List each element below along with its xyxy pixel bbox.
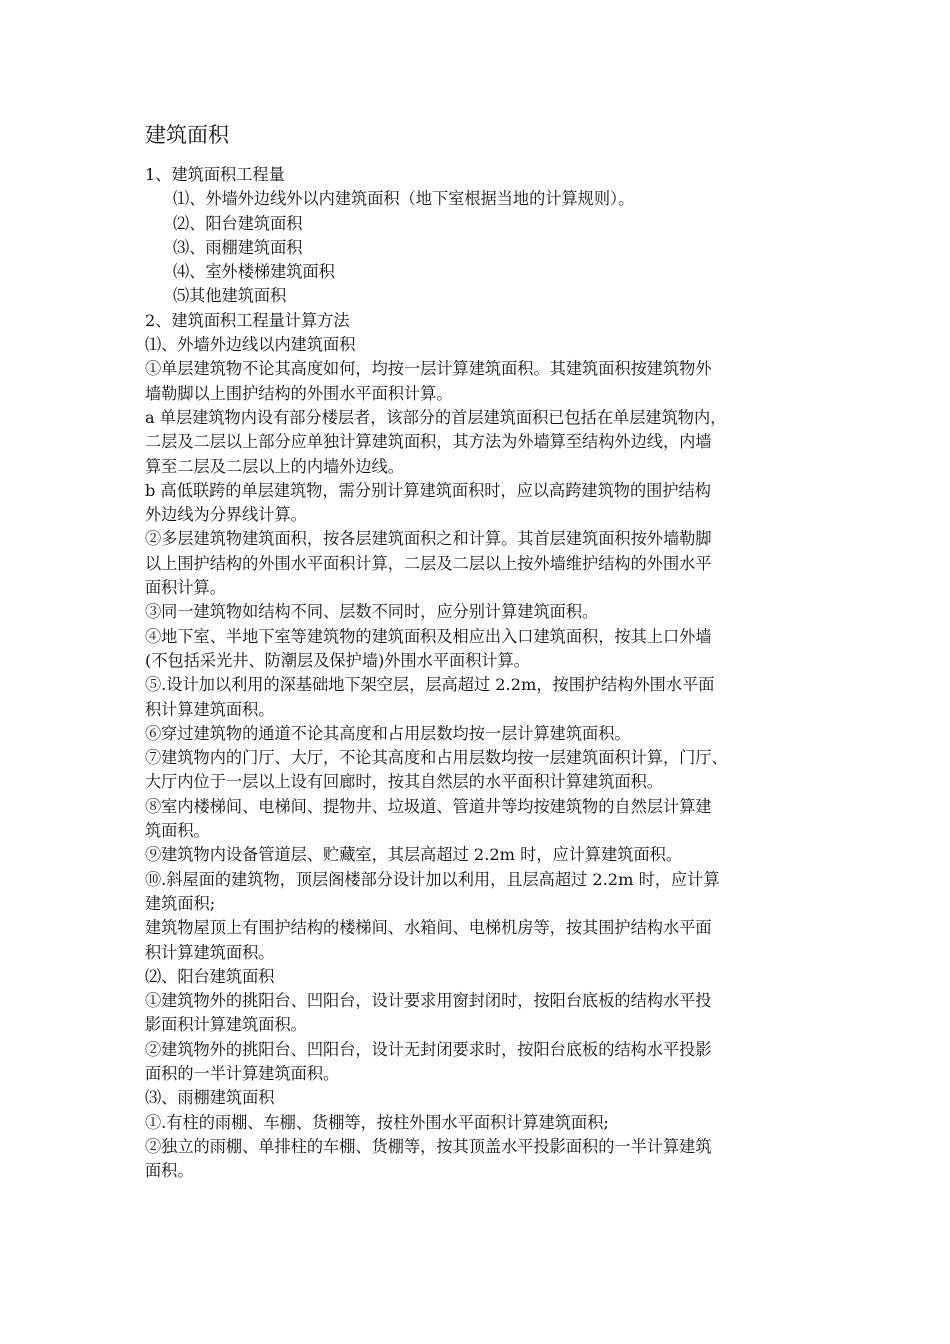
text-line: ①.有柱的雨棚、车棚、货棚等，按柱外围水平面积计算建筑面积;	[145, 1112, 609, 1132]
page-title: 建筑面积	[145, 123, 229, 147]
text-line: 算至二层及二层以上的内墙外边线。	[145, 456, 404, 476]
text-line: ⑥穿过建筑物的通道不论其高度和占用层数均按一层计算建筑面积。	[145, 723, 631, 743]
text-line: 墙勒脚以上围护结构的外围水平面积计算。	[145, 383, 453, 403]
text-line: 二层及二层以上部分应单独计算建筑面积，其方法为外墙算至结构外边线，内墙	[145, 432, 712, 452]
text-line: 外边线为分界线计算。	[145, 505, 307, 525]
text-line: 建筑面积;	[145, 893, 216, 913]
text-line: ⑴、外墙外边线外以内建筑面积（地下室根据当地的计算规则）。	[173, 189, 635, 209]
text-line: ⑶、雨棚建筑面积	[173, 237, 303, 257]
text-line: ⑴、外墙外边线以内建筑面积	[145, 335, 356, 355]
text-line: 影面积计算建筑面积。	[145, 1015, 307, 1035]
text-line: 面积计算。	[145, 578, 226, 598]
document-body	[145, 163, 813, 1183]
text-line: 1、建筑面积工程量	[145, 165, 285, 184]
text-line: ⑷、室外楼梯建筑面积	[173, 262, 335, 282]
text-line: ⑵、阳台建筑面积	[173, 213, 303, 233]
text-line: ②建筑物外的挑阳台、凹阳台，设计无封闭要求时，按阳台底板的结构水平投影	[145, 1039, 712, 1059]
text-line: ⑨建筑物内设备管道层、贮藏室，其层高超过 2.2m 时，应计算建筑面积。	[145, 845, 683, 865]
text-line: 面积的一半计算建筑面积。	[145, 1063, 340, 1083]
text-line: ⑧室内楼梯间、电梯间、提物井、垃圾道、管道井等均按建筑物的自然层计算建	[145, 796, 712, 816]
text-line: 积计算建筑面积。	[145, 699, 275, 719]
text-line: ④地下室、半地下室等建筑物的建筑面积及相应出入口建筑面积，按其上口外墙	[145, 626, 712, 646]
text-line: 筑面积。	[145, 821, 210, 841]
text-line: a 单层建筑物内设有部分楼层者，该部分的首层建筑面积已包括在单层建筑物内，	[145, 407, 727, 427]
text-line: 以上围护结构的外围水平面积计算，二层及二层以上按外墙维护结构的外围水平	[145, 553, 712, 573]
text-line: ③同一建筑物如结构不同、层数不同时，应分别计算建筑面积。	[145, 602, 599, 622]
text-line: b 高低联跨的单层建筑物，需分别计算建筑面积时，应以高跨建筑物的围护结构	[145, 480, 711, 500]
text-line: 建筑物屋顶上有围护结构的楼梯间、水箱间、电梯机房等，按其围护结构水平面	[145, 918, 712, 938]
text-line: 面积。	[145, 1161, 194, 1181]
text-line: ②多层建筑物建筑面积，按各层建筑面积之和计算。其首层建筑面积按外墙勒脚	[145, 529, 712, 549]
text-line: ⑦建筑物内的门厅、大厅，不论其高度和占用层数均按一层建筑面积计算，门厅、	[145, 748, 728, 768]
text-line: 积计算建筑面积。	[145, 942, 275, 962]
text-line: ②独立的雨棚、单排柱的车棚、货棚等，按其顶盖水平投影面积的一半计算建筑	[145, 1136, 712, 1156]
text-line: (不包括采光井、防潮层及保护墙)外围水平面积计算。	[145, 650, 530, 670]
text-line: ⑶、雨棚建筑面积	[145, 1088, 275, 1108]
text-line: 2、建筑面积工程量计算方法	[145, 310, 350, 330]
text-line: ⑸其他建筑面积	[173, 286, 287, 306]
text-line: ⑤.设计加以利用的深基础地下架空层，层高超过 2.2m，按围护结构外围水平面	[145, 675, 715, 695]
text-line: ①建筑物外的挑阳台、凹阳台，设计要求用窗封闭时，按阳台底板的结构水平投	[145, 991, 712, 1011]
text-line: 大厅内位于一层以上设有回廊时，按其自然层的水平面积计算建筑面积。	[145, 772, 663, 792]
text-line: ⑵、阳台建筑面积	[145, 966, 275, 986]
text-line: ⑩.斜屋面的建筑物，顶层阁楼部分设计加以利用，且层高超过 2.2m 时，应计算	[145, 869, 720, 889]
text-line: ①单层建筑物不论其高度如何，均按一层计算建筑面积。其建筑面积按建筑物外	[145, 359, 712, 379]
